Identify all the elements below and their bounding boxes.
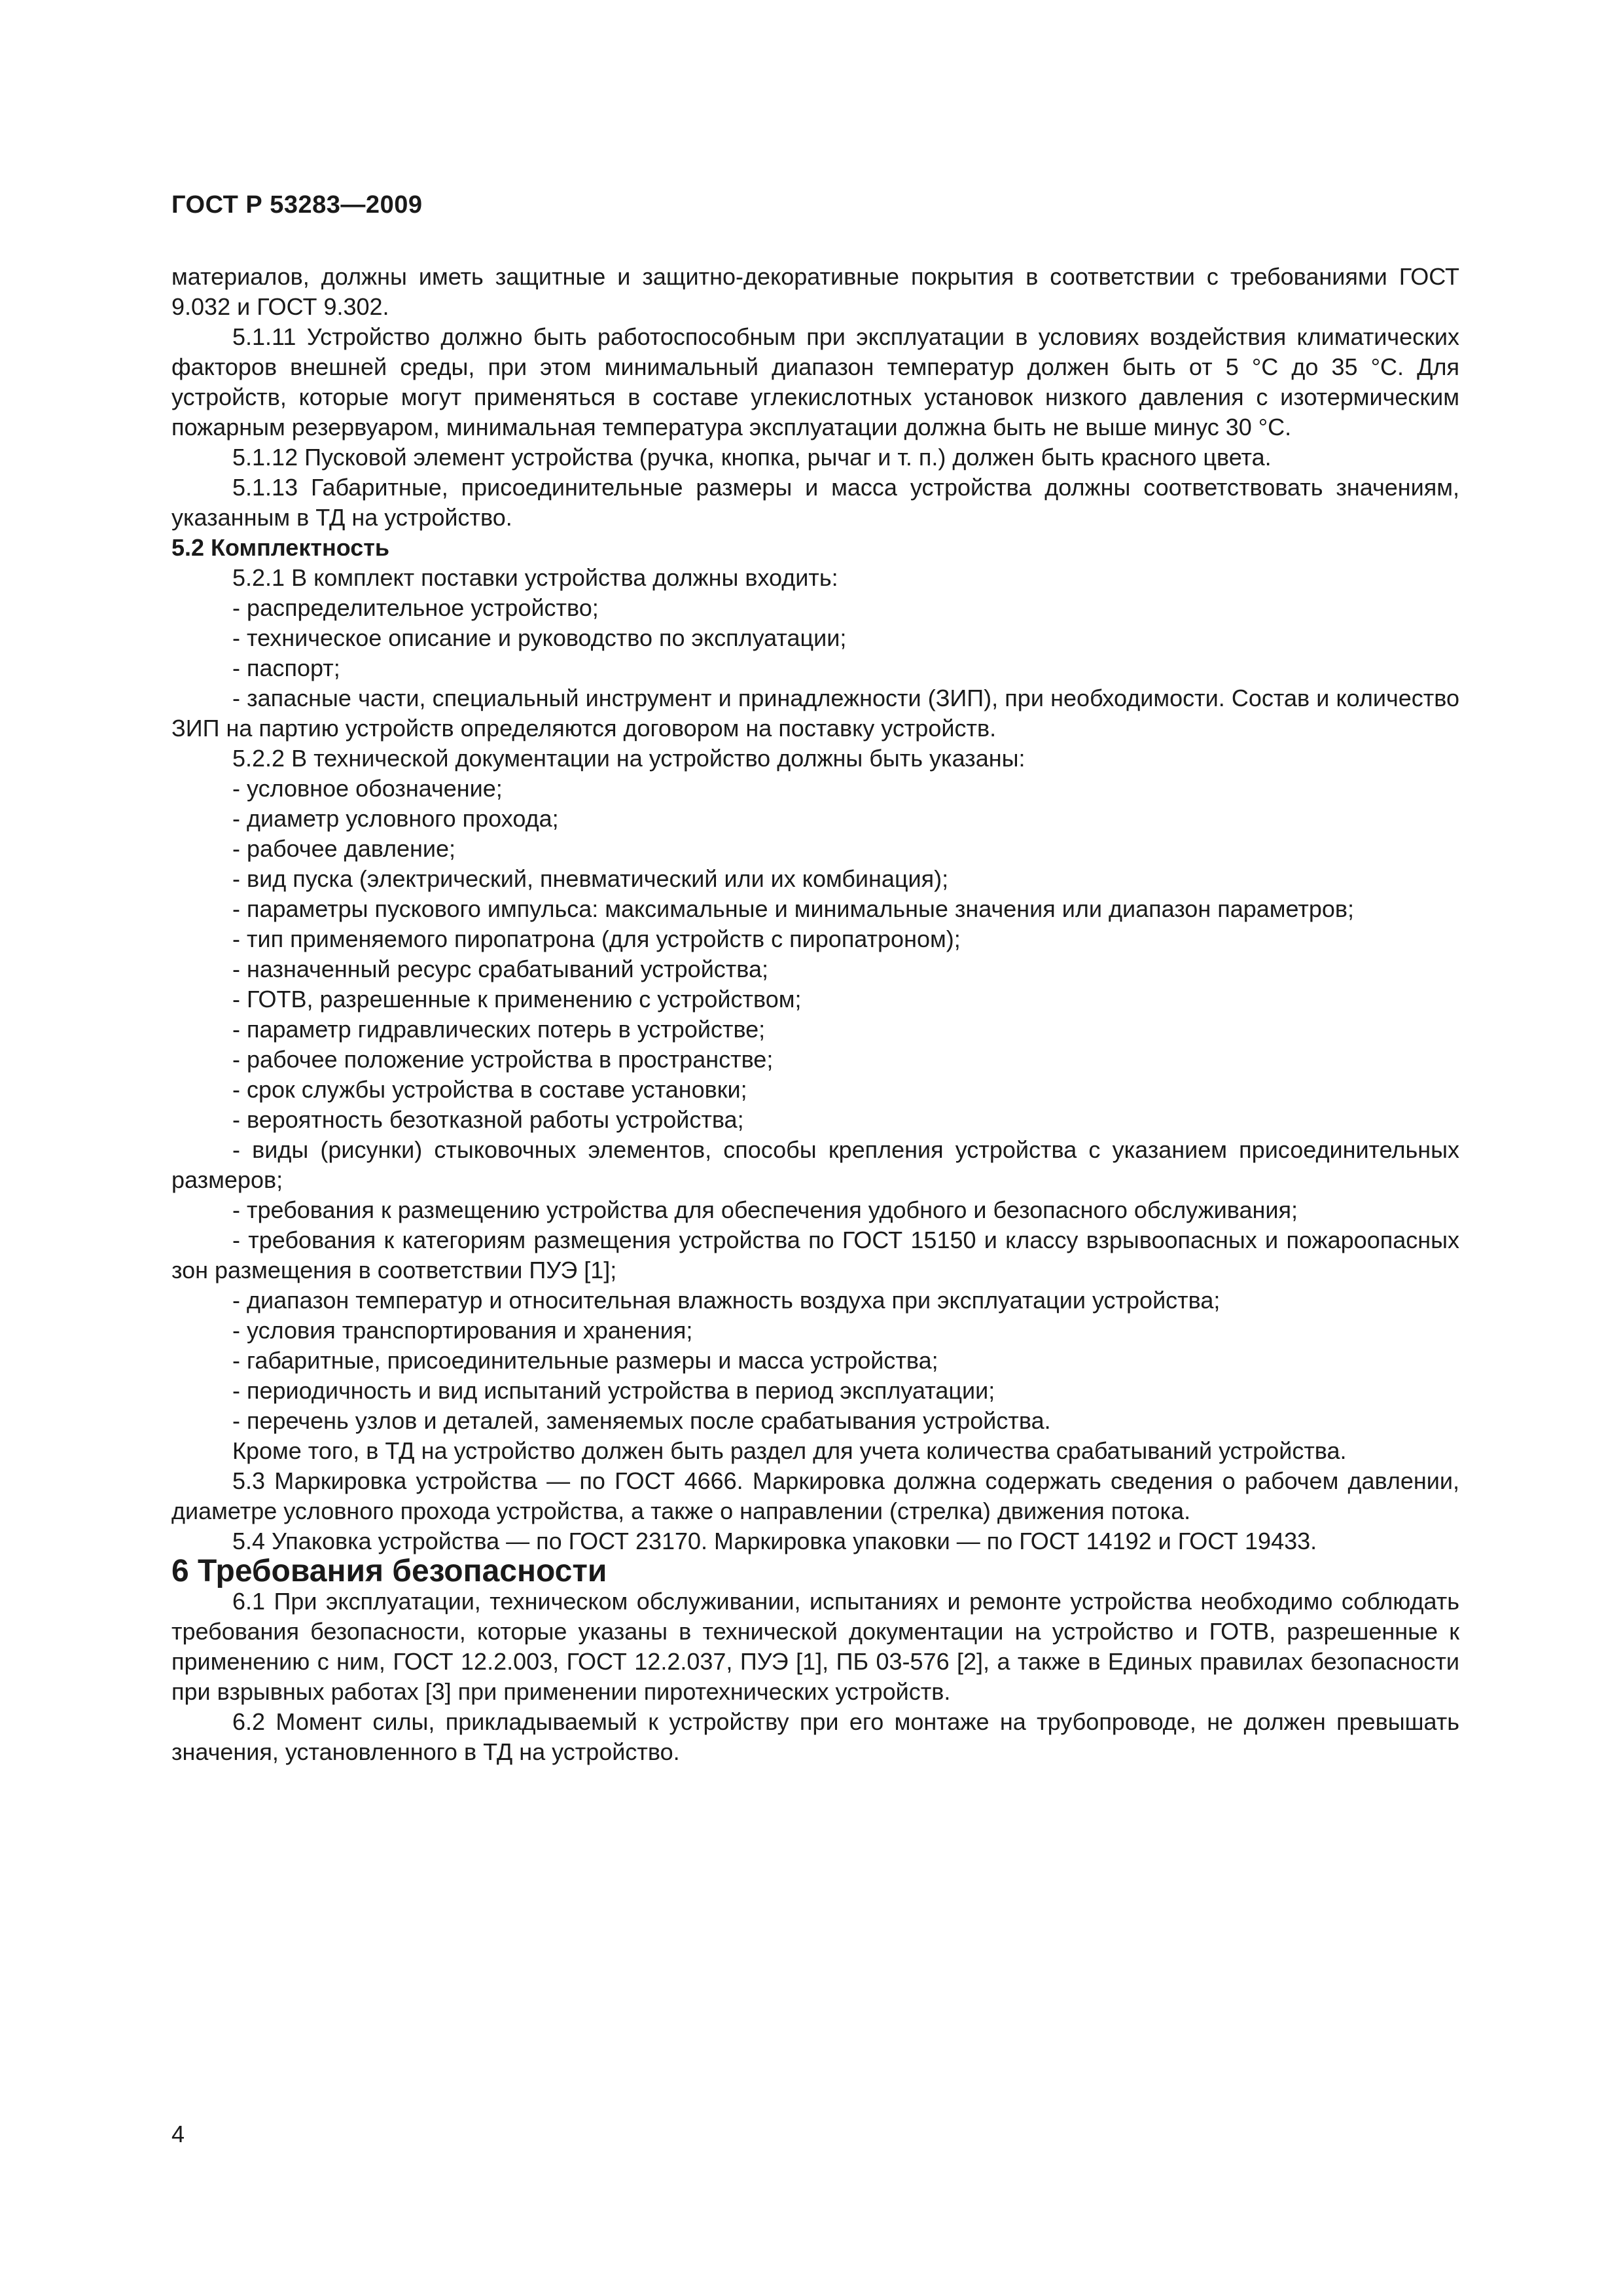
- paragraph-6-1: 6.1 При эксплуатации, техническом обслуживании, испытаниях и ремонте устройства необходимо соблюдать требования безопасности, которые указаны в технической документации на устройство и ГОТВ, разрешенные к применению с ним, ГОСТ 12.2.003, ГОСТ 12.2.037, ПУЭ [1], ПБ 03-576 [2], а также в Единых правилах безопасности при взрывных работах [3] при применении пиротехнических устройств.: [171, 1588, 1459, 1705]
- list-item: - требования к размещению устройства для обеспечения удобного и безопасного обслуживания;: [232, 1196, 1298, 1223]
- list-item: - распределительное устройство;: [232, 594, 599, 621]
- list-item: - диаметр условного прохода;: [232, 805, 559, 832]
- page-number: 4: [171, 2121, 185, 2147]
- list-item: - габаритные, присоединительные размеры и масса устройства;: [232, 1347, 938, 1374]
- paragraph-continuation: материалов, должны иметь защитные и защитно-декоративные покрытия в соответствии с требованиями ГОСТ 9.032 и ГОСТ 9.302.: [171, 263, 1459, 320]
- paragraph-6-2: 6.2 Момент силы, прикладываемый к устройству при его монтаже на трубопроводе, не должен превышать значения, установленного в ТД на устройство.: [171, 1708, 1459, 1765]
- document-code-header: ГОСТ Р 53283—2009: [171, 191, 423, 219]
- list-item: - условия транспортирования и хранения;: [232, 1317, 693, 1344]
- list-item: - перечень узлов и деталей, заменяемых после срабатывания устройства.: [232, 1407, 1051, 1434]
- list-item: - запасные части, специальный инструмент и принадлежности (ЗИП), при необходимости. Состав и количество ЗИП на партию устройств определяются договором на поставку устройств.: [171, 685, 1459, 742]
- list-item: - виды (рисунки) стыковочных элементов, способы крепления устройства с указанием присоединительных размеров;: [171, 1136, 1459, 1193]
- list-item: - техническое описание и руководство по эксплуатации;: [232, 624, 847, 651]
- list-item: - рабочее положение устройства в пространстве;: [232, 1046, 774, 1073]
- list-item: - вид пуска (электрический, пневматический или их комбинация);: [232, 865, 949, 892]
- paragraph-5-4: 5.4 Упаковка устройства — по ГОСТ 23170. Маркировка упаковки — по ГОСТ 14192 и ГОСТ 19433.: [232, 1528, 1317, 1554]
- list-item: - назначенный ресурс срабатываний устройства;: [232, 956, 769, 982]
- list-item: - диапазон температур и относительная влажность воздуха при эксплуатации устройства;: [232, 1287, 1221, 1314]
- section-heading-6: 6 Требования безопасности: [171, 1554, 607, 1588]
- list-item: - параметр гидравлических потерь в устройстве;: [232, 1016, 766, 1043]
- list-item: - требования к категориям размещения устройства по ГОСТ 15150 и классу взрывоопасных и пожароопасных зон размещения в соответствии ПУЭ [1];: [171, 1227, 1459, 1283]
- paragraph-5-2-2: 5.2.2 В технической документации на устройство должны быть указаны:: [232, 745, 1026, 772]
- list-item: - тип применяемого пиропатрона (для устройств с пиропатроном);: [232, 925, 961, 952]
- list-item: - паспорт;: [232, 655, 340, 681]
- paragraph-5-2-1: 5.2.1 В комплект поставки устройства должны входить:: [232, 564, 838, 591]
- paragraph-5-1-13: 5.1.13 Габаритные, присоединительные размеры и масса устройства должны соответствовать значениям, указанным в ТД на устройство.: [171, 474, 1459, 531]
- paragraph-moreover: Кроме того, в ТД на устройство должен быть раздел для учета количества срабатываний устройства.: [232, 1437, 1347, 1464]
- list-item: - ГОТВ, разрешенные к применению с устройством;: [232, 986, 802, 1013]
- list-item: - периодичность и вид испытаний устройства в период эксплуатации;: [232, 1377, 995, 1404]
- list-item: - вероятность безотказной работы устройства;: [232, 1106, 744, 1133]
- page-body: [171, 262, 1459, 1767]
- list-item: - рабочее давление;: [232, 835, 456, 862]
- list-item: - условное обозначение;: [232, 775, 503, 802]
- paragraph-5-3: 5.3 Маркировка устройства — по ГОСТ 4666. Маркировка должна содержать сведения о рабочем давлении, диаметре условного прохода устройства, а также о направлении (стрелка) движения потока.: [171, 1467, 1459, 1524]
- subsection-heading-5-2: 5.2 Комплектность: [171, 534, 390, 561]
- list-item: - срок службы устройства в составе установки;: [232, 1076, 747, 1103]
- paragraph-5-1-11: 5.1.11 Устройство должно быть работоспособным при эксплуатации в условиях воздействия климатических факторов внешней среды, при этом минимальный диапазон температур должен быть от 5 °С до 35 °С. Для устройств, которые могут применяться в составе углекислотных установок низкого давления с изотермическим пожарным резервуаром, минимальная температура эксплуатации должна быть не выше минус 30 °С.: [171, 323, 1459, 440]
- list-item: - параметры пускового импульса: максимальные и минимальные значения или диапазон параметров;: [232, 895, 1355, 922]
- paragraph-5-1-12: 5.1.12 Пусковой элемент устройства (ручка, кнопка, рычаг и т. п.) должен быть красного цвета.: [232, 444, 1272, 471]
